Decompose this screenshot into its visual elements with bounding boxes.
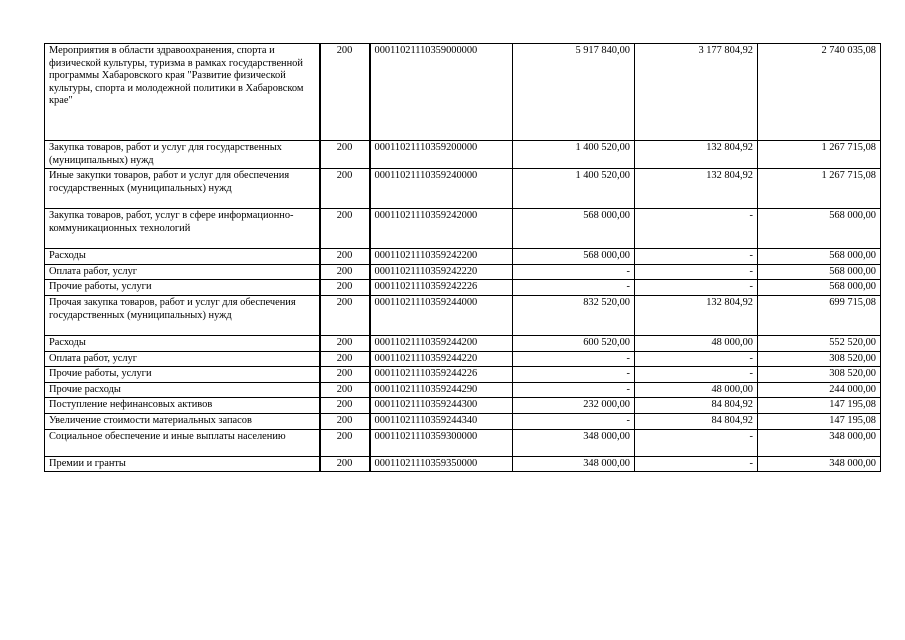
indicator-name-cell: Социальное обеспечение и иные выплаты населению	[45, 429, 320, 456]
executed-amount-cell: 132 804,92	[635, 295, 758, 335]
line-code-cell: 200	[320, 249, 370, 265]
approved-amount-cell: 348 000,00	[513, 456, 635, 472]
executed-amount-cell: 48 000,00	[635, 382, 758, 398]
line-code-cell: 200	[320, 335, 370, 351]
budget-classification-code-cell: 00011021110359244300	[370, 398, 513, 414]
budget-classification-code-cell: 00011021110359300000	[370, 429, 513, 456]
budget-classification-code-cell: 00011021110359350000	[370, 456, 513, 472]
approved-amount-cell: -	[513, 367, 635, 383]
approved-amount-cell: -	[513, 413, 635, 429]
line-code-cell: 200	[320, 141, 370, 169]
indicator-name-cell: Оплата работ, услуг	[45, 351, 320, 367]
line-code-cell: 200	[320, 44, 370, 141]
budget-report-page	[44, 43, 880, 472]
unexecuted-amount-cell: 568 000,00	[758, 280, 881, 296]
table-row	[45, 44, 881, 141]
indicator-name-cell: Оплата работ, услуг	[45, 264, 320, 280]
executed-amount-cell: -	[635, 456, 758, 472]
line-code-cell: 200	[320, 413, 370, 429]
indicator-name-cell: Увеличение стоимости материальных запасов	[45, 413, 320, 429]
indicator-name-cell: Прочая закупка товаров, работ и услуг для обеспечения государственных (муниципальных) нужд	[45, 295, 320, 335]
executed-amount-cell: -	[635, 209, 758, 249]
budget-classification-code-cell: 00011021110359242226	[370, 280, 513, 296]
approved-amount-cell: -	[513, 351, 635, 367]
budget-classification-code-cell: 00011021110359240000	[370, 169, 513, 209]
unexecuted-amount-cell: 147 195,08	[758, 398, 881, 414]
budget-classification-code-cell: 00011021110359242220	[370, 264, 513, 280]
indicator-name-cell: Закупка товаров, работ и услуг для государственных (муниципальных) нужд	[45, 141, 320, 169]
unexecuted-amount-cell: 568 000,00	[758, 209, 881, 249]
unexecuted-amount-cell: 2 740 035,08	[758, 44, 881, 141]
approved-amount-cell: 5 917 840,00	[513, 44, 635, 141]
budget-classification-code-cell: 00011021110359244200	[370, 335, 513, 351]
unexecuted-amount-cell: 552 520,00	[758, 335, 881, 351]
unexecuted-amount-cell: 568 000,00	[758, 264, 881, 280]
table-row	[45, 264, 881, 280]
indicator-name-cell: Прочие расходы	[45, 382, 320, 398]
indicator-name-cell: Расходы	[45, 249, 320, 265]
indicator-name-cell: Прочие работы, услуги	[45, 280, 320, 296]
table-body	[45, 44, 881, 472]
approved-amount-cell: 1 400 520,00	[513, 169, 635, 209]
unexecuted-amount-cell: 568 000,00	[758, 249, 881, 265]
budget-classification-code-cell: 00011021110359242200	[370, 249, 513, 265]
executed-amount-cell: -	[635, 429, 758, 456]
approved-amount-cell: 232 000,00	[513, 398, 635, 414]
table-row	[45, 382, 881, 398]
budget-classification-code-cell: 00011021110359244340	[370, 413, 513, 429]
unexecuted-amount-cell: 1 267 715,08	[758, 141, 881, 169]
line-code-cell: 200	[320, 264, 370, 280]
unexecuted-amount-cell: 147 195,08	[758, 413, 881, 429]
approved-amount-cell: 568 000,00	[513, 209, 635, 249]
budget-classification-code-cell: 00011021110359244226	[370, 367, 513, 383]
budget-classification-code-cell: 00011021110359244220	[370, 351, 513, 367]
unexecuted-amount-cell: 699 715,08	[758, 295, 881, 335]
executed-amount-cell: 132 804,92	[635, 141, 758, 169]
table-row	[45, 398, 881, 414]
approved-amount-cell: -	[513, 264, 635, 280]
line-code-cell: 200	[320, 169, 370, 209]
table-row	[45, 295, 881, 335]
executed-amount-cell: 48 000,00	[635, 335, 758, 351]
indicator-name-cell: Прочие работы, услуги	[45, 367, 320, 383]
approved-amount-cell: -	[513, 280, 635, 296]
indicator-name-cell: Премии и гранты	[45, 456, 320, 472]
approved-amount-cell: 348 000,00	[513, 429, 635, 456]
unexecuted-amount-cell: 1 267 715,08	[758, 169, 881, 209]
table-row	[45, 456, 881, 472]
table-row	[45, 209, 881, 249]
executed-amount-cell: 132 804,92	[635, 169, 758, 209]
budget-classification-code-cell: 00011021110359000000	[370, 44, 513, 141]
indicator-name-cell: Поступление нефинансовых активов	[45, 398, 320, 414]
line-code-cell: 200	[320, 209, 370, 249]
unexecuted-amount-cell: 308 520,00	[758, 351, 881, 367]
executed-amount-cell: -	[635, 351, 758, 367]
approved-amount-cell: 568 000,00	[513, 249, 635, 265]
budget-classification-code-cell: 00011021110359244290	[370, 382, 513, 398]
line-code-cell: 200	[320, 382, 370, 398]
executed-amount-cell: 84 804,92	[635, 398, 758, 414]
indicator-name-cell: Мероприятия в области здравоохранения, спорта и физической культуры, туризма в рамках государственной программы Хабаровского края "Развитие физической культуры, спорта и молодежной политики в Хабаровском крае"	[45, 44, 320, 141]
table-row	[45, 249, 881, 265]
executed-amount-cell: -	[635, 280, 758, 296]
approved-amount-cell: 1 400 520,00	[513, 141, 635, 169]
indicator-name-cell: Расходы	[45, 335, 320, 351]
line-code-cell: 200	[320, 429, 370, 456]
executed-amount-cell: -	[635, 249, 758, 265]
executed-amount-cell: 84 804,92	[635, 413, 758, 429]
unexecuted-amount-cell: 348 000,00	[758, 429, 881, 456]
unexecuted-amount-cell: 348 000,00	[758, 456, 881, 472]
executed-amount-cell: -	[635, 367, 758, 383]
table-row	[45, 429, 881, 456]
unexecuted-amount-cell: 308 520,00	[758, 367, 881, 383]
table-row	[45, 335, 881, 351]
line-code-cell: 200	[320, 351, 370, 367]
line-code-cell: 200	[320, 398, 370, 414]
indicator-name-cell: Закупка товаров, работ, услуг в сфере информационно-коммуникационных технологий	[45, 209, 320, 249]
line-code-cell: 200	[320, 367, 370, 383]
line-code-cell: 200	[320, 456, 370, 472]
budget-execution-table	[44, 43, 881, 472]
table-row	[45, 141, 881, 169]
line-code-cell: 200	[320, 295, 370, 335]
table-row	[45, 280, 881, 296]
budget-classification-code-cell: 00011021110359200000	[370, 141, 513, 169]
table-row	[45, 169, 881, 209]
table-row	[45, 367, 881, 383]
approved-amount-cell: 832 520,00	[513, 295, 635, 335]
executed-amount-cell: -	[635, 264, 758, 280]
table-row	[45, 351, 881, 367]
approved-amount-cell: 600 520,00	[513, 335, 635, 351]
executed-amount-cell: 3 177 804,92	[635, 44, 758, 141]
budget-classification-code-cell: 00011021110359242000	[370, 209, 513, 249]
budget-classification-code-cell: 00011021110359244000	[370, 295, 513, 335]
unexecuted-amount-cell: 244 000,00	[758, 382, 881, 398]
table-row	[45, 413, 881, 429]
indicator-name-cell: Иные закупки товаров, работ и услуг для обеспечения государственных (муниципальных) нужд	[45, 169, 320, 209]
line-code-cell: 200	[320, 280, 370, 296]
approved-amount-cell: -	[513, 382, 635, 398]
